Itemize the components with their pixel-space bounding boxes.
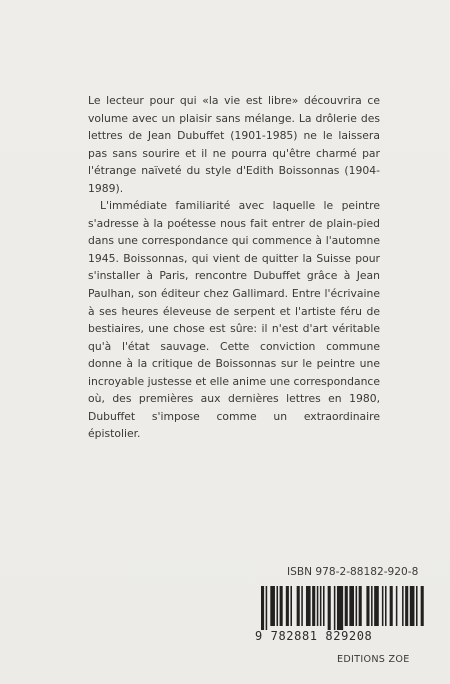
blurb-paragraph-2: L'immédiate familiarité avec laquelle le peintre s'adresse à la poétesse nous fait entrer de plain-pied dans une correspondance qui commence à l'automne 1945. Boissonnas, qui vient de quitter la Suisse pour s'installer à Paris, rencontre Dubuffet grâce à Jean Paulhan, son éditeur chez Gallimard. Entre l'écrivaine à ses heures éleveuse de serpent et l'artiste féru de bestiaires, une chose est sûre: il n'est d'art véritable qu'à l'état sauvage. Cette conviction commune donne à la critique de Boissonnas sur le peintre une incroyable justesse et elle anime une correspondance où, des premières aux dernières lettres en 1980, Dubuffet s'impose comme un extraordinaire épistolier. — [88, 199, 380, 441]
publisher-name: EDITIONS ZOE — [337, 654, 410, 665]
barcode-bar — [277, 586, 279, 626]
barcode-bar — [261, 586, 264, 630]
blurb-paragraph-1: Le lecteur pour qui «la vie est libre» découvrira ce volume avec un plaisir sans mélange. La drôlerie des lettres de Jean Dubuffet (1901-1985) ne le laissera pas sans sourire et il ne pourra qu'être charmé par l'étrange naïveté du style d'Edith Boissonnas (1904-1989). — [88, 94, 380, 195]
barcode-bar — [317, 586, 319, 626]
barcode-bar — [301, 586, 303, 626]
barcode-bar — [328, 586, 331, 630]
barcode-bar — [371, 586, 373, 626]
barcode-bar — [280, 586, 283, 626]
barcode-bar — [366, 586, 369, 626]
isbn-label: ISBN 978-2-88182-920-8 — [287, 566, 419, 578]
barcode-bar — [385, 586, 387, 626]
barcode-bar — [405, 586, 408, 626]
barcode-bar — [349, 586, 354, 626]
barcode-bars — [255, 586, 427, 630]
barcode-bar — [312, 586, 315, 626]
barcode-bar — [297, 586, 300, 626]
barcode-bar — [337, 586, 343, 630]
barcode-bar — [390, 586, 393, 626]
barcode-bar — [320, 586, 322, 626]
barcode-bar — [323, 586, 325, 626]
barcode-bar — [286, 586, 289, 626]
barcode-number: 9 782881 829208 — [255, 629, 373, 643]
barcode-bar — [382, 586, 384, 626]
barcode-bar — [396, 586, 398, 626]
barcode-bar — [374, 586, 379, 626]
barcode-bar — [334, 586, 336, 630]
barcode-bar — [345, 586, 348, 626]
barcode-bar — [270, 586, 275, 626]
barcode-bar — [421, 586, 424, 626]
barcode-bar — [410, 586, 415, 626]
barcode-bar — [416, 586, 418, 626]
barcode-bar — [356, 586, 358, 626]
barcode-bar — [290, 586, 292, 626]
barcode-bar — [359, 586, 362, 626]
barcode-bar — [402, 586, 404, 626]
blurb-text — [88, 92, 380, 443]
barcode-bar — [266, 586, 268, 630]
barcode-bar — [306, 586, 311, 626]
